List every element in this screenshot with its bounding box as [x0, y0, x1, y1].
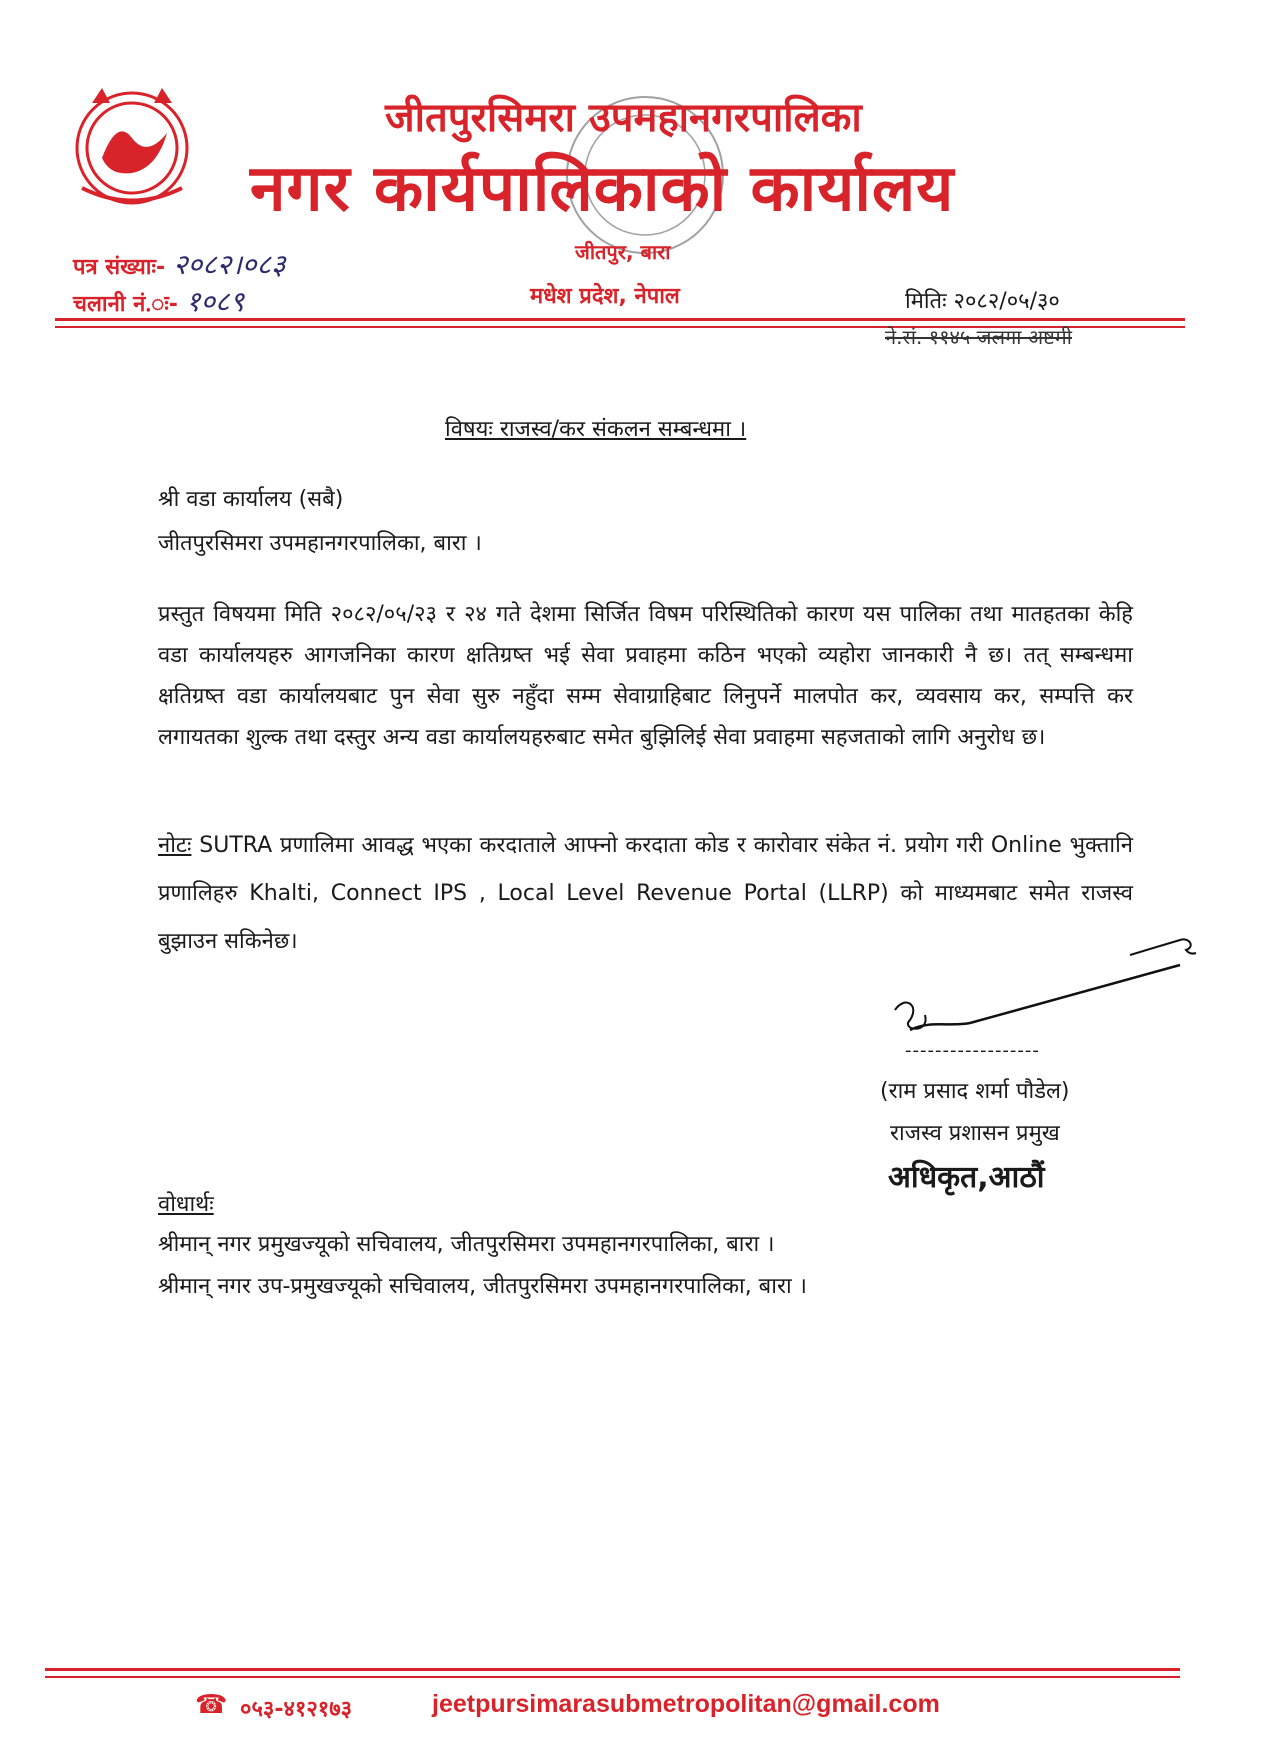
footer-email: jeetpursimarasubmetropolitan@gmail.com: [432, 1690, 940, 1718]
footer-rule-secondary: [45, 1676, 1180, 1678]
footer-phone: ०५३-४१२१७३: [240, 1697, 353, 1722]
office-name: नगर कार्यपालिकाको कार्यालय: [250, 152, 955, 226]
signatory-rank: अधिकृत,आठौं: [888, 1160, 1045, 1195]
letter-number: [73, 245, 286, 283]
dispatch-number-value: १०८९: [185, 285, 245, 318]
cc-label: वोधार्थः: [158, 1192, 214, 1217]
cc-line-2: श्रीमान् नगर उप-प्रमुखज्यूको सचिवालय, जीतपुरसिमरा उपमहानगरपालिका, बारा ।: [158, 1274, 807, 1299]
letter-body: प्रस्तुत विषयमा मिति २०८२/०५/२३ र २४ गते देशमा सिर्जित विषम परिस्थितिको कारण यस पालिका तथा मातहतका केहि वडा कार्यालयहरु आगजनिका कारण क्षतिग्रष्त भई सेवा प्रवाहमा कठिन भएको व्यहोरा जानकारी नै छ। तत् सम्बन्धमा क्षतिग्रष्त वडा कार्यालयबाट पुन सेवा सुरु नहुँदा सम्म सेवाग्राहिबाट लिनुपर्ने मालपोत कर, व्यवसाय कर, सम्पत्ति कर लगायतका शुल्क तथा दस्तुर अन्य वडा कार्यालयहरुबाट समेत बुझिलिई सेवा प्रवाहमा सहजताको लागि अनुरोध छ।: [158, 602, 1133, 750]
emblem-logo: [62, 78, 202, 213]
note-text: SUTRA प्रणालिमा आवद्ध भएका करदाताले आफ्नो करदाता कोड र कारोवार संकेत नं. प्रयोग गरी Online भुक्तानि प्रणालिहरु Khalti, Connect IPS , Local Level Revenue Portal (LLRP) को माध्यमबाट समेत राजस्व बुझाउन सकिनेछ।: [158, 833, 1133, 954]
note-label: नोटः: [158, 833, 192, 858]
phone-icon: ☎: [195, 1690, 228, 1720]
recipient-line-1: श्री वडा कार्यालय (सबै): [158, 487, 344, 512]
stamp-text: जीतपुर, बारा: [575, 240, 671, 264]
signatory-name: (राम प्रसाद शर्मा पौडेल): [880, 1079, 1070, 1104]
dispatch-number: [73, 282, 244, 320]
municipality-name: जीतपुरसिमरा उपमहानगरपालिका: [385, 95, 862, 141]
signature-line: ------------------: [905, 1040, 1040, 1061]
cc-line-1: श्रीमान् नगर प्रमुखज्यूको सचिवालय, जीतपुरसिमरा उपमहानगरपालिका, बारा ।: [158, 1232, 775, 1257]
nepal-sambat-date: ने.सं. ११४५ जलगा अष्टमी: [885, 325, 1072, 349]
letter-number-value: २०८२।०८३: [173, 248, 286, 281]
recipient-line-2: जीतपुरसिमरा उपमहानगरपालिका, बारा ।: [158, 531, 482, 556]
letter-number-label: पत्र संख्याः-: [73, 255, 166, 280]
signatory-role: राजस्व प्रशासन प्रमुख: [890, 1121, 1060, 1146]
letterhead-address: मधेश प्रदेश, नेपाल: [530, 284, 680, 309]
header-rule: [55, 318, 1185, 321]
letter-subject: विषयः राजस्व/कर संकलन सम्बन्धमा ।: [445, 417, 747, 442]
dispatch-number-label: चलानी नं.ः-: [73, 292, 178, 317]
letter-date: मितिः २०८२/०५/३०: [905, 289, 1060, 314]
footer-rule: [45, 1668, 1180, 1671]
